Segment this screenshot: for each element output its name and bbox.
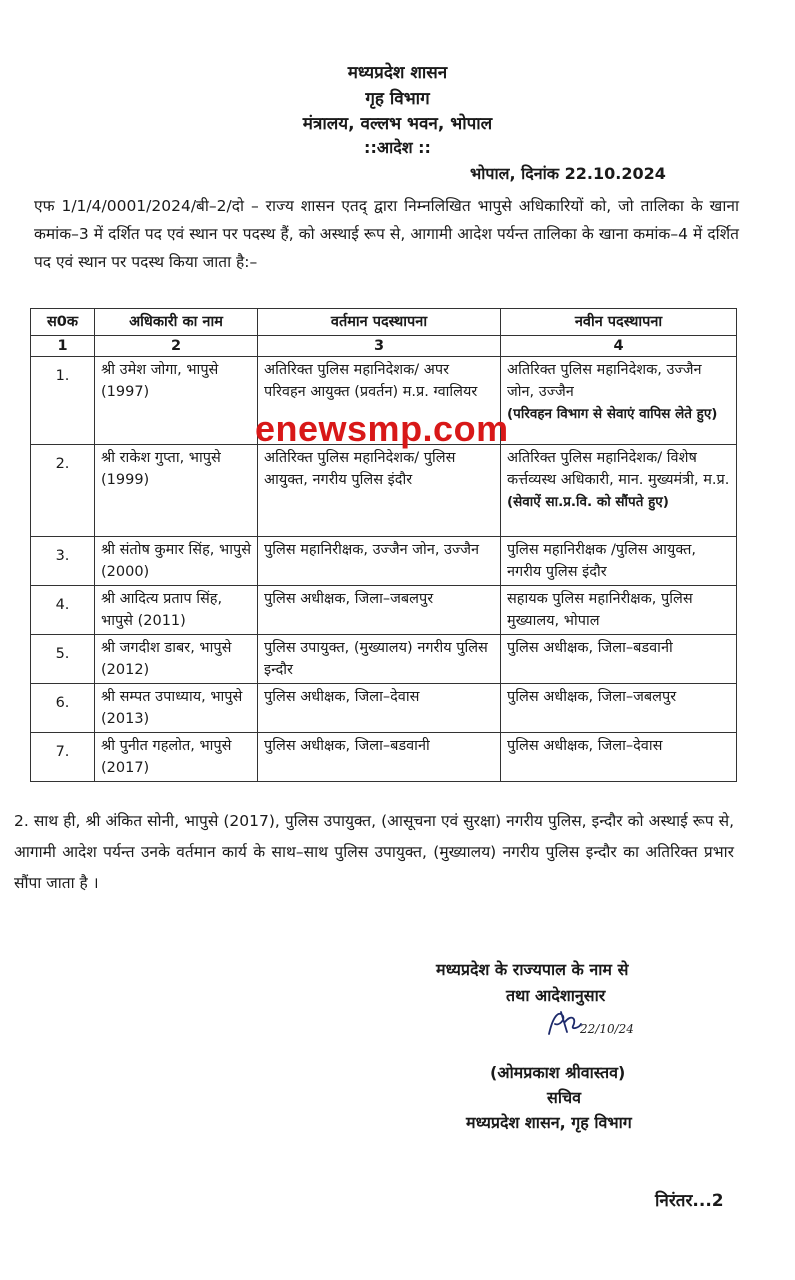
row-serial: 4.	[31, 586, 95, 635]
handwritten-date: 22/10/24	[580, 1022, 634, 1036]
row-new-posting: पुलिस अधीक्षक, जिला–जबलपुर	[501, 684, 737, 733]
order-paragraph-1: एफ 1/1/4/0001/2024/बी–2/दो – राज्य शासन एतद् द्वारा निम्नलिखित भापुसे अधिकारियों को, जो तालिका के खाना कमांक–3 में दर्शित पद एवं स्थान पर पदस्थ हैं, को अस्थाई रूप से, आगामी आदेश पर्यन्त तालिका के खाना कमांक–4 में दर्शित पद एवं स्थान पर पदस्थ किया जाता है:–	[34, 197, 739, 271]
col-number: 1	[31, 336, 95, 357]
handwritten-signature	[545, 1006, 585, 1040]
row-officer-name: श्री पुनीत गहलोत, भापुसे (2017)	[95, 733, 258, 782]
row-serial: 1.	[31, 357, 95, 445]
new-posting-text: अतिरिक्त पुलिस महानिदेशक, उज्जैन जोन, उज्जैन	[507, 362, 702, 400]
table-row	[31, 733, 737, 782]
row-officer-name: श्री राकेश गुप्ता, भापुसे (1999)	[95, 445, 258, 537]
row-new-posting: पुलिस अधीक्षक, जिला–देवास	[501, 733, 737, 782]
row-current-posting: अतिरिक्त पुलिस महानिदेशक/ पुलिस आयुक्त, नगरीय पुलिस इंदौर	[258, 445, 501, 537]
row-current-posting: अतिरिक्त पुलिस महानिदेशक/ अपर परिवहन आयुक्त (प्रवर्तन) म.प्र. ग्वालियर	[258, 357, 501, 445]
row-serial: 6.	[31, 684, 95, 733]
header-officer-name: अधिकारी का नाम	[95, 309, 258, 336]
new-posting-note: (सेवाऐं सा.प्र.वि. को सौंपते हुए)	[507, 494, 669, 510]
office-address: मंत्रालय, वल्लभ भवन, भोपाल	[302, 114, 493, 134]
row-officer-name: श्री संतोष कुमार सिंह, भापुसे (2000)	[95, 537, 258, 586]
table-row	[31, 445, 737, 537]
row-current-posting: पुलिस उपायुक्त, (मुख्यालय) नगरीय पुलिस इन्दौर	[258, 635, 501, 684]
department-title: गृह विभाग	[365, 89, 430, 109]
order-heading: ::आदेश ::	[364, 138, 431, 157]
row-officer-name: श्री आदित्य प्रताप सिंह, भापुसे (2011)	[95, 586, 258, 635]
row-current-posting: पुलिस अधीक्षक, जिला–जबलपुर	[258, 586, 501, 635]
table-header-row	[31, 309, 737, 336]
row-new-posting	[501, 445, 737, 537]
row-new-posting: पुलिस महानिरीक्षक /पुलिस आयुक्त, नगरीय पुलिस इंदौर	[501, 537, 737, 586]
table-column-number-row	[31, 336, 737, 357]
authority-line-2: तथा आदेशानुसार	[506, 986, 606, 1005]
govt-title: मध्यप्रदेश शासन	[347, 63, 448, 83]
col-number: 4	[501, 336, 737, 357]
order-paragraph-2: 2. साथ ही, श्री अंकित सोनी, भापुसे (2017), पुलिस उपायुक्त, (आसूचना एवं सुरक्षा) नगरीय पुलिस, इन्दौर को अस्थाई रूप से, आगामी आदेश पर्यन्त उनके वर्तमान कार्य के साथ–साथ पुलिस उपायुक्त, (मुख्यालय) नगरीय पुलिस इन्दौर का अतिरिक्त प्रभार सौंपा जाता है ।	[14, 812, 734, 892]
row-officer-name: श्री जगदीश डाबर, भापुसे (2012)	[95, 635, 258, 684]
row-serial: 7.	[31, 733, 95, 782]
table-row	[31, 684, 737, 733]
date-line: भोपाल, दिनांक 22.10.2024	[470, 164, 666, 183]
col-number: 3	[258, 336, 501, 357]
postings-table	[30, 308, 737, 782]
header-new-posting: नवीन पदस्थापना	[501, 309, 737, 336]
header-serial: स0क	[31, 309, 95, 336]
row-current-posting: पुलिस महानिरीक्षक, उज्जैन जोन, उज्जैन	[258, 537, 501, 586]
watermark: enewsmp.com	[255, 408, 509, 449]
row-current-posting: पुलिस अधीक्षक, जिला–देवास	[258, 684, 501, 733]
row-new-posting	[501, 357, 737, 445]
header-current-posting: वर्तमान पदस्थापना	[258, 309, 501, 336]
new-posting-text: अतिरिक्त पुलिस महानिदेशक/ विशेष कर्त्तव्यस्थ अधिकारी, मान. मुख्यमंत्री, म.प्र.	[507, 450, 730, 488]
signatory-designation: सचिव	[547, 1088, 582, 1107]
row-officer-name: श्री उमेश जोगा, भापुसे (1997)	[95, 357, 258, 445]
table-row	[31, 635, 737, 684]
col-number: 2	[95, 336, 258, 357]
row-officer-name: श्री सम्पत उपाध्याय, भापुसे (2013)	[95, 684, 258, 733]
authority-line-1: मध्यप्रदेश के राज्यपाल के नाम से	[436, 960, 629, 979]
new-posting-note: (परिवहन विभाग से सेवाएं वापिस लेते हुए)	[507, 406, 718, 422]
continued-marker: निरंतर...2	[655, 1191, 724, 1211]
row-serial: 5.	[31, 635, 95, 684]
row-serial: 2.	[31, 445, 95, 537]
row-current-posting: पुलिस अधीक्षक, जिला–बडवानी	[258, 733, 501, 782]
table-row	[31, 537, 737, 586]
signatory-name: (ओमप्रकाश श्रीवास्तव)	[490, 1063, 626, 1082]
row-new-posting: सहायक पुलिस महानिरीक्षक, पुलिस मुख्यालय, भोपाल	[501, 586, 737, 635]
row-new-posting: पुलिस अधीक्षक, जिला–बडवानी	[501, 635, 737, 684]
signatory-department: मध्यप्रदेश शासन, गृह विभाग	[466, 1113, 632, 1132]
table-row	[31, 586, 737, 635]
row-serial: 3.	[31, 537, 95, 586]
